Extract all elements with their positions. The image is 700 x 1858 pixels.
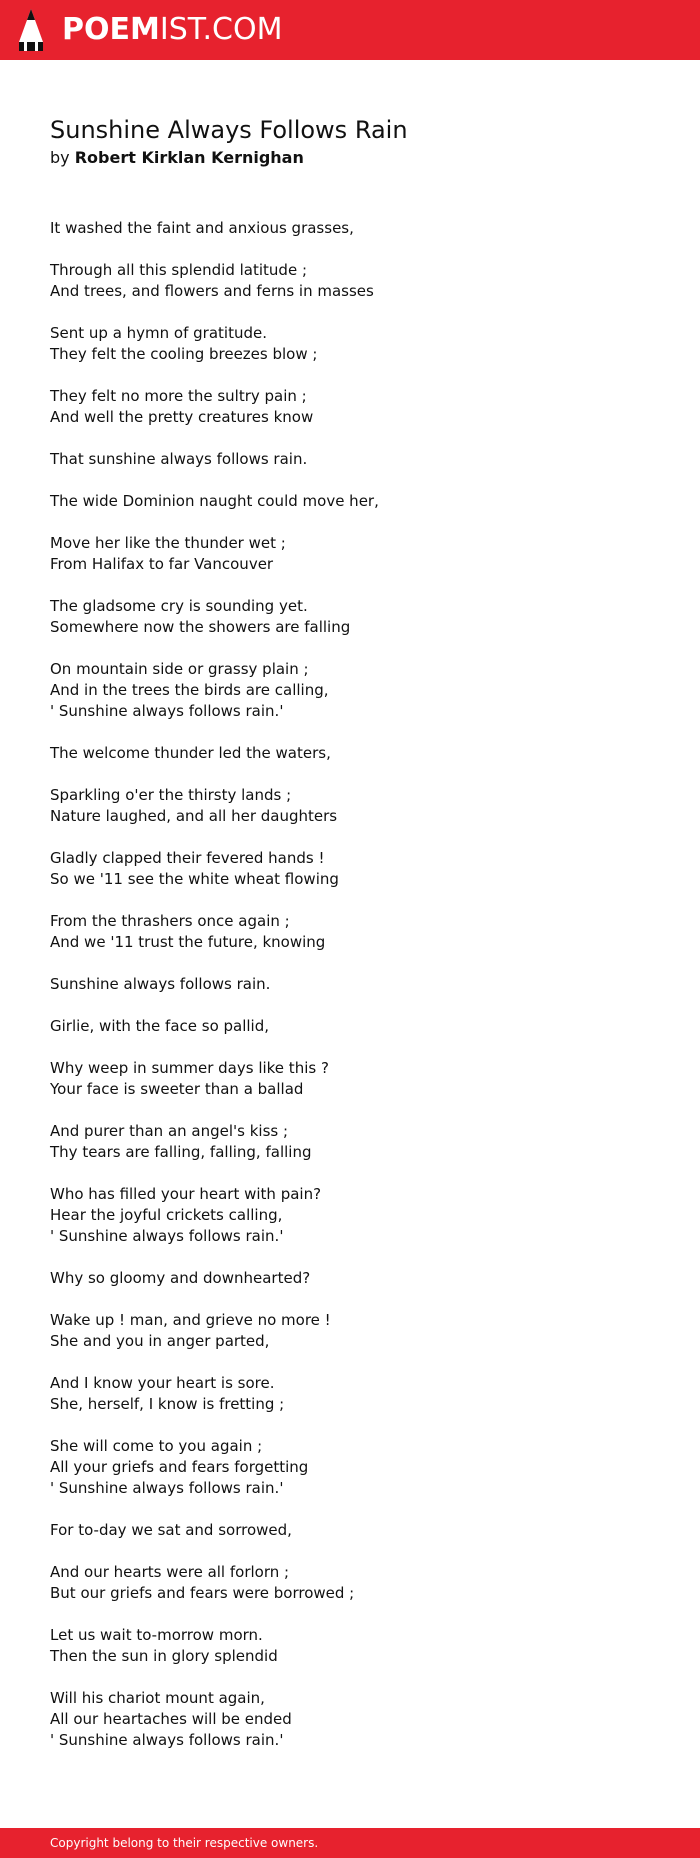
site-footer	[0, 1828, 700, 1858]
poem-line: From the thrashers once again ;	[50, 912, 290, 930]
poem-line: The welcome thunder led the waters,	[50, 744, 331, 762]
poem-line: All our heartaches will be ended	[50, 1710, 292, 1728]
poem-line: From Halifax to far Vancouver	[50, 555, 274, 573]
poem-line: Wake up ! man, and grieve no more !	[50, 1311, 331, 1329]
poem-stanza	[50, 1184, 670, 1247]
poem-stanza	[50, 848, 670, 890]
poem-line: And we '11 trust the future, knowing	[50, 933, 326, 951]
poem-stanza	[50, 491, 670, 512]
copyright-text: Copyright belong to their respective owners.	[50, 1836, 319, 1850]
poem-line: Somewhere now the showers are falling	[50, 618, 351, 636]
logo-text-light: IST.COM	[159, 12, 283, 47]
poem-stanza	[50, 785, 670, 827]
poem-stanza	[50, 386, 670, 428]
logo-text-bold: POEM	[62, 12, 160, 47]
poem-stanza	[50, 743, 670, 764]
poem-stanza	[50, 533, 670, 575]
poem-line: All your griefs and fears forgetting	[50, 1458, 309, 1476]
poem-stanza	[50, 911, 670, 953]
poem-line: ' Sunshine always follows rain.'	[50, 1227, 284, 1245]
poem-title: Sunshine Always Follows Rain	[50, 116, 408, 144]
poem-body	[50, 218, 670, 1772]
poem-line: Girlie, with the face so pallid,	[50, 1017, 270, 1035]
poem-line: It washed the faint and anxious grasses,	[50, 219, 354, 237]
poem-stanza	[50, 1625, 670, 1667]
poem-line: ' Sunshine always follows rain.'	[50, 1731, 284, 1749]
poem-line: Sent up a hymn of gratitude.	[50, 324, 267, 342]
poem-line: Move her like the thunder wet ;	[50, 534, 286, 552]
poem-line: They felt no more the sultry pain ;	[50, 387, 307, 405]
poem-line: ' Sunshine always follows rain.'	[50, 702, 284, 720]
poem-line: Sunshine always follows rain.	[50, 975, 271, 993]
poem-line: Your face is sweeter than a ballad	[50, 1080, 304, 1098]
poem-line: Then the sun in glory splendid	[50, 1647, 278, 1665]
poem-line: And I know your heart is sore.	[50, 1374, 275, 1392]
poem-byline	[50, 147, 304, 169]
poem-line: Sparkling o'er the thirsty lands ;	[50, 786, 292, 804]
poem-line: Hear the joyful crickets calling,	[50, 1206, 283, 1224]
poem-stanza	[50, 1058, 670, 1100]
poem-line: Gladly clapped their fevered hands !	[50, 849, 325, 867]
poem-line: And well the pretty creatures know	[50, 408, 314, 426]
poem-line: Why weep in summer days like this ?	[50, 1059, 329, 1077]
poem-line: The wide Dominion naught could move her,	[50, 492, 379, 510]
poem-line: That sunshine always follows rain.	[50, 450, 308, 468]
poem-line: Nature laughed, and all her daughters	[50, 807, 338, 825]
poem-author[interactable]: Robert Kirklan Kernighan	[74, 148, 304, 167]
poem-line: So we '11 see the white wheat flowing	[50, 870, 339, 888]
poem-line: She and you in anger parted,	[50, 1332, 270, 1350]
poem-line: On mountain side or grassy plain ;	[50, 660, 309, 678]
poem-stanza	[50, 260, 670, 302]
poem-line: And our hearts were all forlorn ;	[50, 1563, 290, 1581]
poem-stanza	[50, 1268, 670, 1289]
poem-stanza	[50, 659, 670, 722]
poem-line: And purer than an angel's kiss ;	[50, 1122, 289, 1140]
by-label: by	[50, 148, 70, 167]
logo-text	[62, 8, 282, 52]
poem-line: They felt the cooling breezes blow ;	[50, 345, 318, 363]
poem-line: Who has filled your heart with pain?	[50, 1185, 322, 1203]
poem-line: Why so gloomy and downhearted?	[50, 1269, 311, 1287]
poem-stanza	[50, 1121, 670, 1163]
poem-line: The gladsome cry is sounding yet.	[50, 597, 308, 615]
poem-stanza	[50, 1520, 670, 1541]
poem-stanza	[50, 323, 670, 365]
poem-stanza	[50, 1562, 670, 1604]
poem-stanza	[50, 1373, 670, 1415]
poem-line: ' Sunshine always follows rain.'	[50, 1479, 284, 1497]
poem-line: For to-day we sat and sorrowed,	[50, 1521, 292, 1539]
pencil-icon	[18, 8, 44, 52]
poem-stanza	[50, 596, 670, 638]
site-header	[0, 0, 700, 60]
poem-stanza	[50, 1310, 670, 1352]
poem-line: Let us wait to-morrow morn.	[50, 1626, 263, 1644]
poem-stanza	[50, 1688, 670, 1751]
poem-line: She, herself, I know is fretting ;	[50, 1395, 285, 1413]
poem-stanza	[50, 974, 670, 995]
poem-line: Thy tears are falling, falling, falling	[50, 1143, 312, 1161]
poem-line: And in the trees the birds are calling,	[50, 681, 329, 699]
poem-stanza	[50, 1436, 670, 1499]
poem-line: She will come to you again ;	[50, 1437, 263, 1455]
poem-stanza	[50, 1016, 670, 1037]
poem-line: Will his chariot mount again,	[50, 1689, 265, 1707]
poem-line: And trees, and flowers and ferns in masses	[50, 282, 374, 300]
poem-line: But our griefs and fears were borrowed ;	[50, 1584, 355, 1602]
poem-stanza	[50, 449, 670, 470]
poem-line: Through all this splendid latitude ;	[50, 261, 308, 279]
site-logo[interactable]	[18, 8, 282, 52]
poem-stanza	[50, 218, 670, 239]
